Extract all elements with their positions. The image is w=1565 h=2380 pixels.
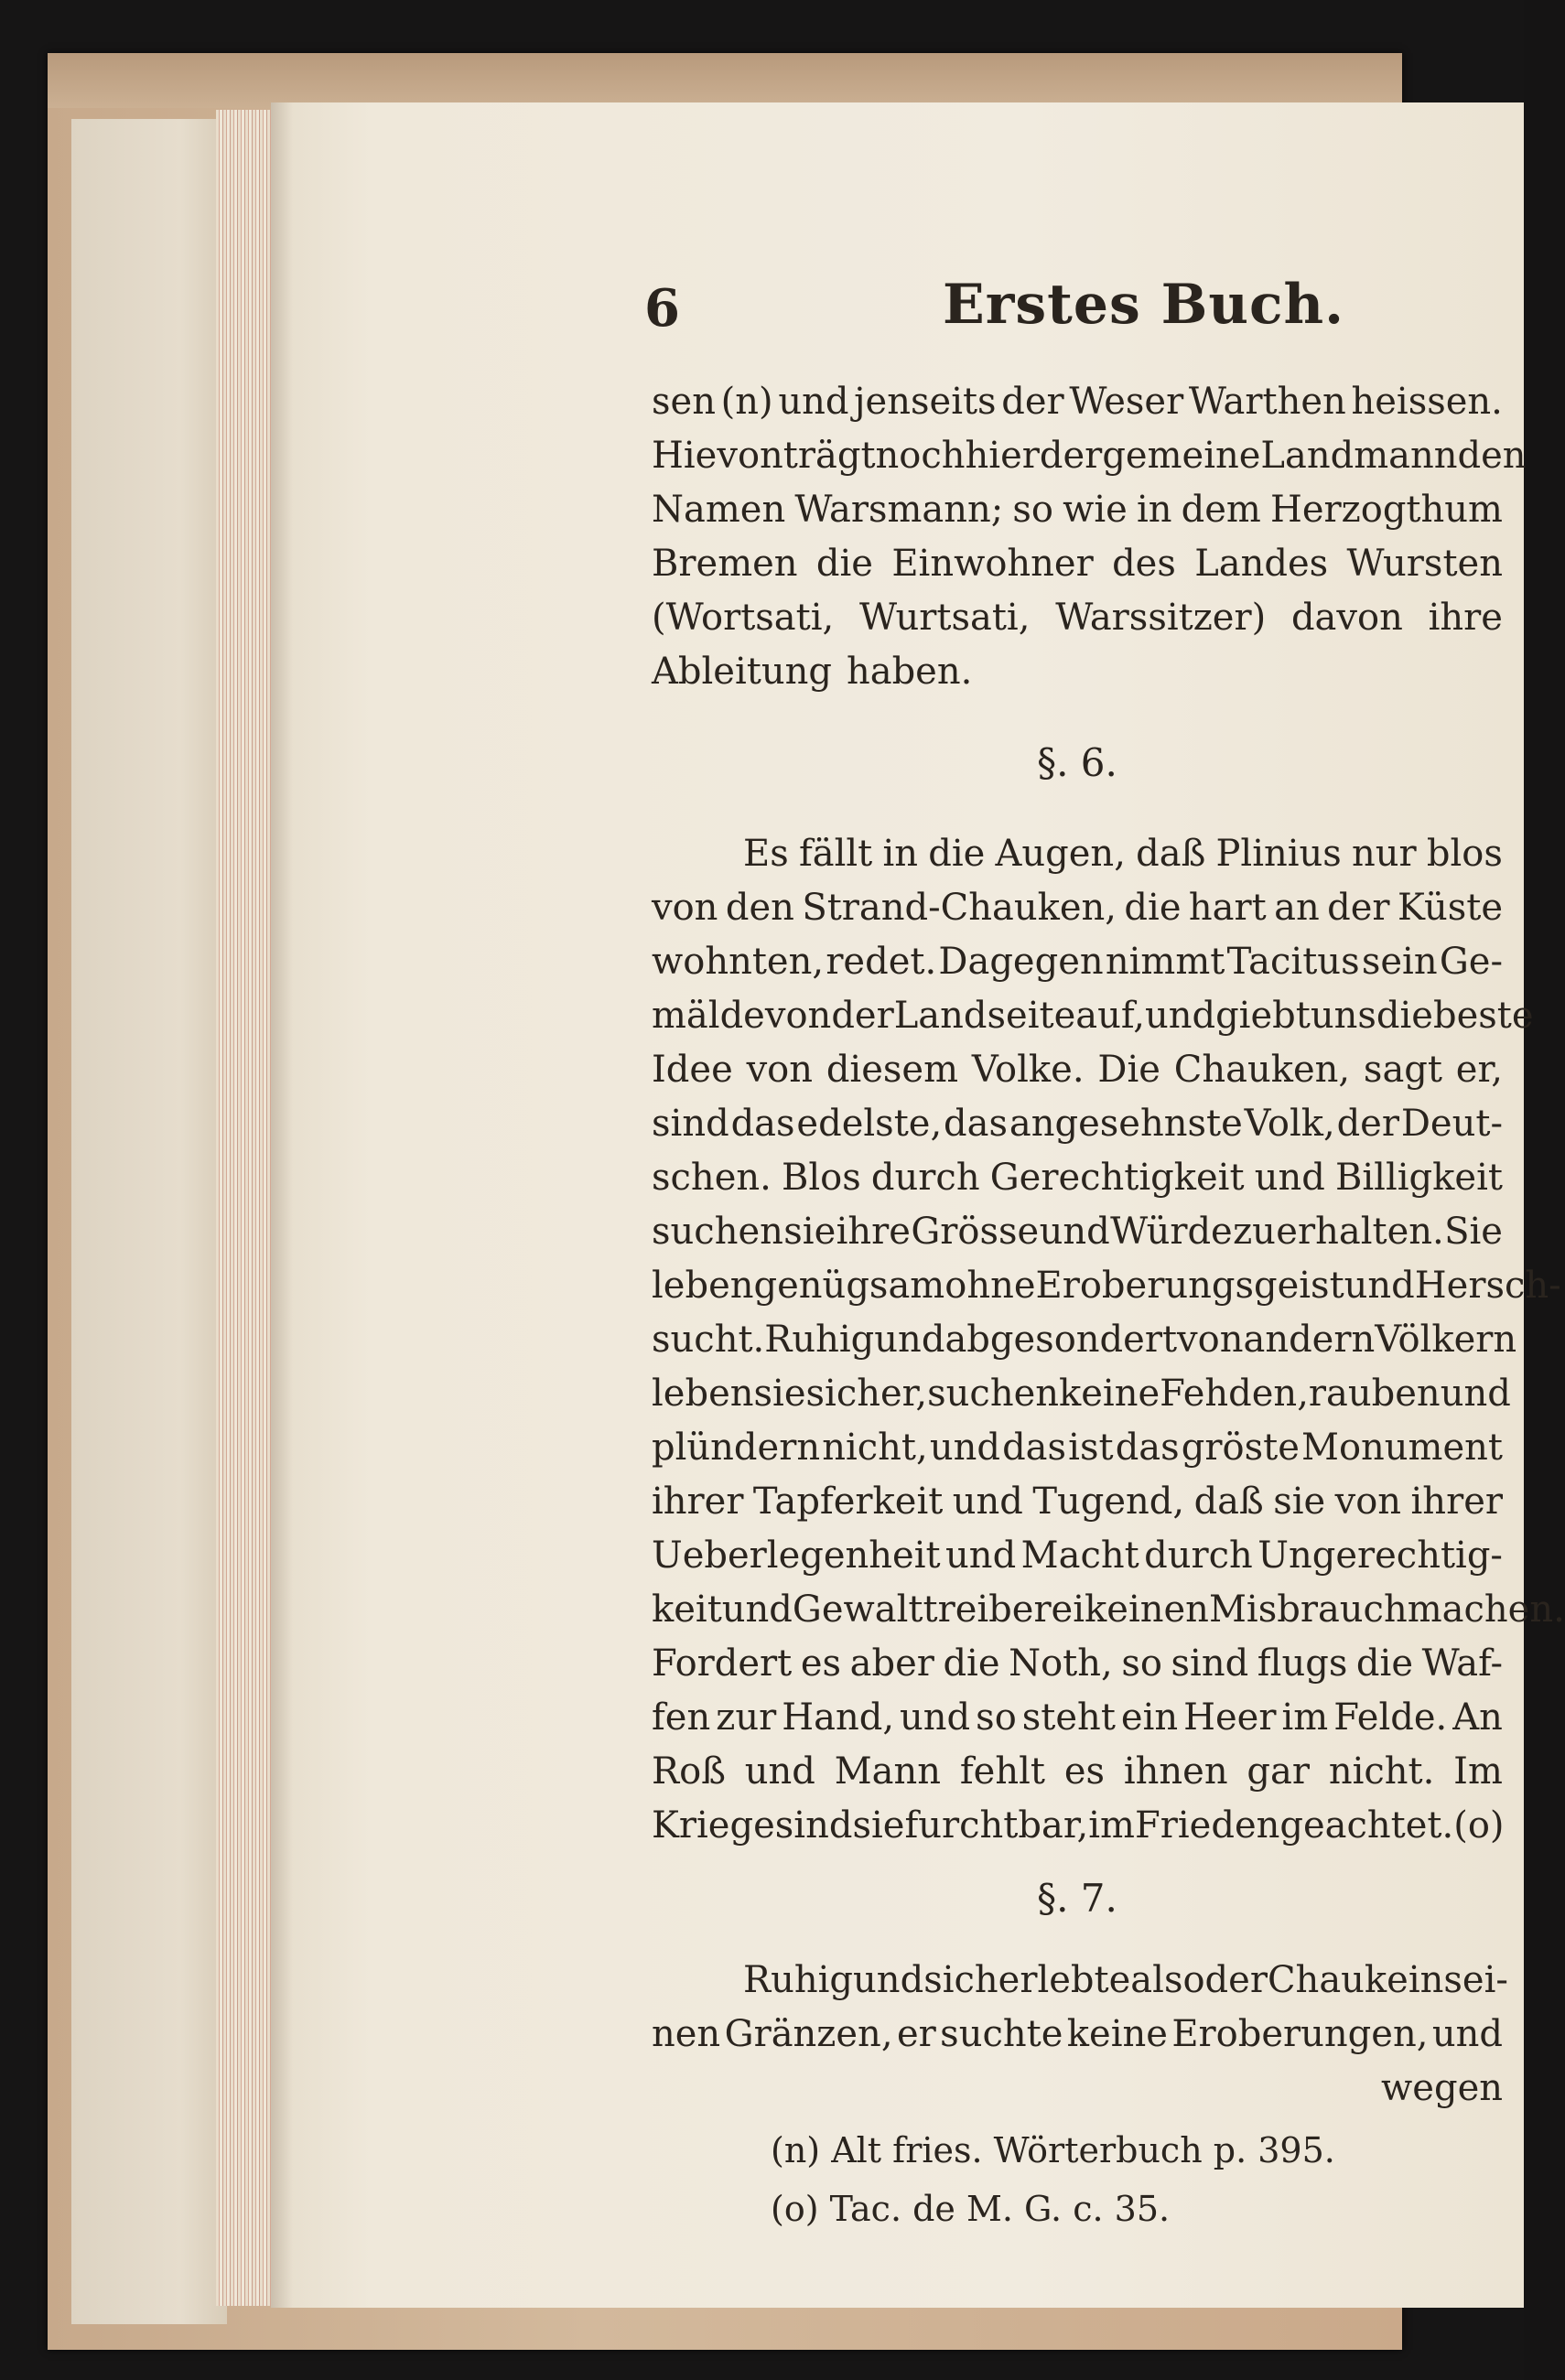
word: sie: [783, 1211, 836, 1253]
word: das: [730, 1103, 795, 1145]
word: Ge-: [1439, 941, 1503, 983]
word: von: [764, 995, 832, 1037]
word: furchtbar,: [904, 1804, 1089, 1847]
word: trägt: [782, 435, 876, 477]
word: Heer: [1183, 1696, 1277, 1739]
word: mälde: [652, 995, 765, 1037]
word: die: [1355, 1642, 1413, 1685]
word: das: [1002, 1427, 1067, 1469]
page-number: 6: [644, 278, 680, 339]
word: und: [1344, 1265, 1415, 1307]
word: Monument: [1301, 1427, 1503, 1469]
word: Tapferkeit: [752, 1481, 944, 1523]
word: den: [1457, 435, 1527, 477]
word: Küste: [1397, 887, 1503, 929]
text-line: [652, 1421, 1503, 1475]
word: so: [1012, 489, 1053, 531]
text-line: [652, 1151, 1503, 1205]
word: und: [929, 1427, 1000, 1469]
word: Völkern: [1375, 1319, 1517, 1361]
word: keit: [652, 1588, 722, 1631]
word: Wursten: [1346, 543, 1503, 585]
word: an: [1274, 887, 1320, 929]
word: Blos: [781, 1157, 861, 1199]
word: ein: [1120, 1696, 1179, 1739]
word: die: [928, 833, 986, 875]
word: sind: [652, 1103, 729, 1145]
page-header: [644, 273, 1503, 375]
word: lebte: [1037, 1959, 1131, 2001]
word: blos: [1426, 833, 1503, 875]
word: Eroberungen,: [1171, 2013, 1429, 2055]
word: Hievon: [652, 435, 783, 477]
text-line: [652, 1097, 1503, 1151]
word: Felde.: [1333, 1696, 1448, 1739]
word: Würde: [1110, 1211, 1233, 1253]
text-line: [652, 429, 1527, 483]
word: ihre: [1428, 597, 1503, 639]
word: Warssitzer): [1055, 597, 1267, 639]
text-line: [652, 2008, 1503, 2062]
word: Strand-Chauken,: [802, 887, 1117, 929]
text-line: [652, 1367, 1511, 1421]
word: so: [976, 1696, 1017, 1739]
word: gemeine: [1102, 435, 1261, 477]
word: Eroberungsgeist: [1035, 1265, 1344, 1307]
footnote-o: (o) Tac. de M. G. c. 35.: [771, 2189, 1171, 2229]
word: er: [896, 2013, 936, 2055]
word: Roß: [652, 1750, 726, 1793]
word: in: [1408, 1959, 1444, 2001]
word: der: [1204, 1959, 1268, 2001]
word: der: [1039, 435, 1103, 477]
word: nicht.: [1328, 1750, 1435, 1793]
text-line: [652, 1799, 1503, 1853]
word: und: [744, 1750, 815, 1793]
word: und: [952, 1481, 1023, 1523]
word: flugs: [1257, 1642, 1348, 1685]
word: in: [1136, 489, 1172, 531]
word: Tugend,: [1032, 1481, 1185, 1523]
word: nicht,: [822, 1427, 928, 1469]
word: sie: [753, 1373, 806, 1415]
word: beste: [1432, 995, 1534, 1037]
word: haben.: [846, 651, 973, 693]
word: nur: [1352, 833, 1417, 875]
word: sei-: [1443, 1959, 1508, 2001]
word: rauben: [1308, 1373, 1441, 1415]
word: Im: [1453, 1750, 1503, 1793]
gutter-shadow: [271, 102, 293, 2308]
text-line: [652, 989, 1534, 1043]
word: (Wortsati,: [652, 597, 835, 639]
word: uns: [1310, 995, 1376, 1037]
word: Warthen: [1188, 381, 1346, 423]
word: und: [1144, 995, 1216, 1037]
word: Fordert: [652, 1642, 793, 1685]
word: Weser: [1069, 381, 1184, 423]
word: und: [721, 1588, 793, 1631]
word: Ueberlegenheit: [652, 1535, 941, 1577]
word: schen.: [652, 1157, 772, 1199]
word: von: [652, 887, 718, 929]
word: keinen: [1085, 1588, 1209, 1631]
word: ohne: [944, 1265, 1036, 1307]
text-line: [652, 1313, 1517, 1367]
word: Gewalttreiberei: [792, 1588, 1085, 1631]
section-7-paragraph: [652, 1954, 1508, 2116]
word: ihnen: [1123, 1750, 1228, 1793]
text-line: [652, 1205, 1503, 1259]
text-line: [652, 1954, 1508, 2008]
word: fehlt: [959, 1750, 1045, 1793]
word: Idee: [652, 1049, 733, 1091]
section-6-paragraph: [652, 827, 1565, 1853]
left-flyleaf: [71, 119, 227, 2324]
text-line: [652, 881, 1503, 935]
catchword: [652, 2062, 1503, 2116]
word: im: [1088, 1804, 1135, 1847]
word: Gerechtigkeit: [989, 1157, 1245, 1199]
word: Dagegen: [938, 941, 1104, 983]
text-line: [652, 1583, 1565, 1637]
word: das: [1115, 1427, 1180, 1469]
word: davon: [1290, 597, 1403, 639]
word: Wurtsati,: [859, 597, 1031, 639]
word: der: [1327, 887, 1390, 929]
word: es: [800, 1642, 842, 1685]
word: sucht.: [652, 1319, 765, 1361]
word: und: [900, 1696, 971, 1739]
word: edelste,: [796, 1103, 943, 1145]
word: Augen,: [995, 833, 1126, 875]
word: sind: [1171, 1642, 1249, 1685]
paragraph-continuation: [652, 375, 1527, 699]
footnote-n: (n) Alt fries. Wörterbuch p. 395.: [771, 2130, 1335, 2170]
word: daß: [1136, 833, 1206, 875]
word: sein: [1361, 941, 1438, 983]
word: die: [815, 543, 873, 585]
word: hart: [1188, 887, 1267, 929]
word: Namen: [652, 489, 786, 531]
word: und: [874, 1319, 945, 1361]
word: fen: [652, 1696, 711, 1739]
word: sicher: [923, 1959, 1038, 2001]
word: Landmann: [1260, 435, 1458, 477]
word: Deut-: [1400, 1103, 1503, 1145]
word: die: [1376, 995, 1433, 1037]
word: ihrer: [1410, 1481, 1503, 1523]
word: durch: [870, 1157, 980, 1199]
word: Ruhig: [764, 1319, 875, 1361]
text-line: [652, 1043, 1503, 1097]
word: diesem: [826, 1049, 959, 1091]
text-line: [652, 1529, 1503, 1583]
word: geachtet.: [1279, 1804, 1454, 1847]
text-line: [652, 1259, 1561, 1313]
word: sind: [774, 1804, 853, 1847]
word: Ungerechtig-: [1257, 1535, 1503, 1577]
text-line: [652, 1691, 1503, 1745]
word: plündern: [652, 1427, 821, 1469]
word: fällt: [798, 833, 873, 875]
word: zu: [1233, 1211, 1276, 1253]
word: gar: [1247, 1750, 1310, 1793]
word: ist: [1068, 1427, 1114, 1469]
word: (n): [720, 381, 773, 423]
text-line: [652, 1745, 1503, 1799]
word: und: [1039, 1211, 1110, 1253]
word: ihre: [836, 1211, 911, 1253]
word: machen.: [1407, 1588, 1565, 1631]
text-line: [652, 537, 1503, 591]
word: in: [882, 833, 919, 875]
word: ihrer: [652, 1481, 744, 1523]
word: sagt: [1363, 1049, 1442, 1091]
word: Mann: [834, 1750, 942, 1793]
text-line: [652, 375, 1503, 429]
word: Tacitus: [1226, 941, 1360, 983]
word: er,: [1455, 1049, 1503, 1091]
page-text-block: [644, 273, 1565, 2238]
word: An: [1452, 1696, 1503, 1739]
word: (o): [1453, 1804, 1505, 1847]
word: Es: [743, 833, 789, 875]
word: Noth,: [1009, 1642, 1113, 1685]
text-line: [652, 483, 1503, 537]
word: Kriege: [652, 1804, 775, 1847]
word: nen: [652, 2013, 721, 2055]
word: sen: [652, 381, 716, 423]
word: es: [1063, 1750, 1106, 1793]
word: von: [1177, 1319, 1244, 1361]
word: im: [1281, 1696, 1329, 1739]
footnotes: [652, 2121, 1503, 2238]
word: Frieden: [1135, 1804, 1280, 1847]
word: Grösse: [911, 1211, 1040, 1253]
word: Landseite: [893, 995, 1076, 1037]
word: auf,: [1075, 995, 1145, 1037]
word: Ableitung: [652, 651, 832, 693]
word: das: [944, 1103, 1009, 1145]
word: giebt: [1215, 995, 1311, 1037]
word: und: [945, 1535, 1017, 1577]
word: sicher,: [805, 1373, 928, 1415]
word: aber: [849, 1642, 934, 1685]
word: so: [1121, 1642, 1162, 1685]
word: also: [1130, 1959, 1205, 2001]
word: sie: [852, 1804, 905, 1847]
word: erhalten.: [1276, 1211, 1444, 1253]
word: Volk,: [1244, 1103, 1335, 1145]
word: hier: [965, 435, 1040, 477]
word: zur: [716, 1696, 777, 1739]
word: andern: [1243, 1319, 1376, 1361]
word: des: [1112, 543, 1176, 585]
word: sie: [1273, 1481, 1326, 1523]
word: Chauke: [1267, 1959, 1408, 2001]
word: jenseits: [854, 381, 997, 423]
word: Plinius: [1215, 833, 1342, 875]
word: Bremen: [652, 543, 798, 585]
word: keine: [1066, 2013, 1168, 2055]
text-line: [652, 1475, 1503, 1529]
word: wie: [1063, 489, 1128, 531]
word: von: [746, 1049, 814, 1091]
section-heading: §. 7.: [1037, 1876, 1117, 1921]
word: Chauken,: [1173, 1049, 1351, 1091]
word: genügsam: [753, 1265, 945, 1307]
word: der: [831, 995, 894, 1037]
word: angesehnste: [1009, 1103, 1243, 1145]
word: steht: [1021, 1696, 1116, 1739]
text-line: [652, 591, 1503, 645]
text-line: [652, 827, 1503, 881]
word: und: [1440, 1373, 1511, 1415]
word: suchte: [940, 2013, 1063, 2055]
word: durch: [1144, 1535, 1253, 1577]
word: Volke.: [971, 1049, 1085, 1091]
text-line: [652, 645, 1503, 699]
running-title: Erstes Buch.: [943, 273, 1345, 337]
catchword-text: wegen: [1381, 2067, 1503, 2109]
word: und: [853, 1959, 924, 2001]
word: abgesondert: [944, 1319, 1178, 1361]
word: Gränzen,: [724, 2013, 893, 2055]
word: leben: [652, 1265, 754, 1307]
word: keine: [1059, 1373, 1160, 1415]
section-heading: §. 6.: [1037, 740, 1117, 785]
text-line: [652, 935, 1503, 989]
word: suchen: [652, 1211, 783, 1253]
word: heissen.: [1351, 381, 1503, 423]
word: den: [725, 887, 794, 929]
word: Hand,: [782, 1696, 895, 1739]
word: suchen: [927, 1373, 1060, 1415]
word: Ruhig: [743, 1959, 854, 2001]
word: der: [1336, 1103, 1399, 1145]
word: noch: [875, 435, 966, 477]
word: die: [1124, 887, 1182, 929]
word: Misbrauch: [1208, 1588, 1408, 1631]
word: die: [943, 1642, 1000, 1685]
word: Hersch-: [1414, 1265, 1561, 1307]
word: und: [1254, 1157, 1325, 1199]
word: Sie: [1444, 1211, 1503, 1253]
word: und: [778, 381, 849, 423]
word: wohnten,: [652, 941, 825, 983]
word: von: [1334, 1481, 1402, 1523]
word: Herzogthum: [1269, 489, 1503, 531]
word: Die: [1097, 1049, 1160, 1091]
word: gröste: [1181, 1427, 1300, 1469]
word: Einwohner: [891, 543, 1094, 585]
word: Warsmann;: [794, 489, 1004, 531]
text-line: [652, 1637, 1503, 1691]
word: daß: [1193, 1481, 1264, 1523]
word: Waf-: [1421, 1642, 1503, 1685]
word: leben: [652, 1373, 754, 1415]
word: Billigkeit: [1334, 1157, 1503, 1199]
word: Landes: [1194, 543, 1329, 585]
word: Macht: [1020, 1535, 1139, 1577]
word: der: [1001, 381, 1064, 423]
word: und: [1431, 2013, 1503, 2055]
word: redet.: [826, 941, 937, 983]
word: Fehden,: [1160, 1373, 1309, 1415]
book-cover-edge: [48, 53, 1402, 108]
word: nimmt: [1105, 941, 1225, 983]
word: dem: [1181, 489, 1261, 531]
